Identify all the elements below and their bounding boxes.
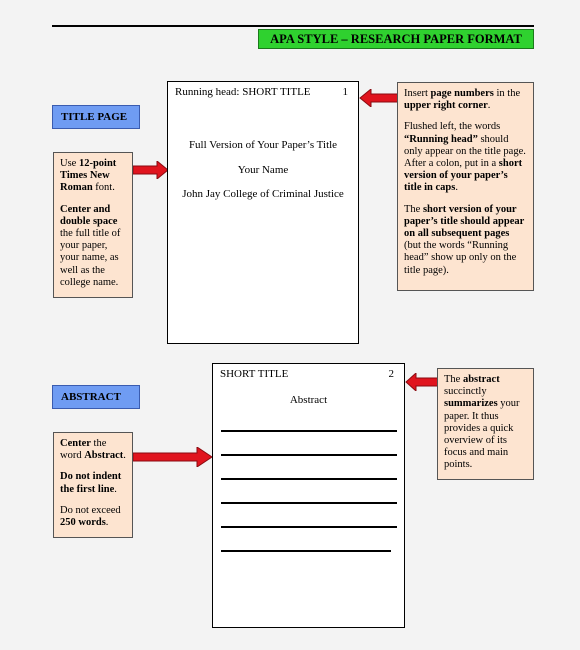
text-line <box>221 454 397 456</box>
text-line <box>221 502 397 504</box>
right-arrow-icon <box>133 161 169 179</box>
text-line <box>221 526 397 528</box>
left-arrow-icon <box>405 373 439 391</box>
full-title-text: Full Version of Your Paper’s Title <box>188 139 338 151</box>
note-paragraph: Center and double space the full title of your paper, your name, as well as the college name. <box>60 203 121 288</box>
note-paragraph: Use 12-point Times New Roman font. <box>60 158 117 194</box>
page-header-banner: APA STYLE – RESEARCH PAPER FORMAT <box>258 29 534 49</box>
note-paragraph: Do not exceed 250 words. <box>60 504 121 529</box>
title-page-sample <box>167 81 359 344</box>
text-line <box>221 430 397 432</box>
note-paragraph: Do not indent the first line. <box>60 471 122 495</box>
note-paragraph: Center the word Abstract. <box>60 438 126 462</box>
note-paragraph: Flushed left, the words “Running head” should only appear on the title page. After a colon, put in a short version of your paper’s title in caps. <box>404 121 526 194</box>
page-number: 2 <box>388 368 394 380</box>
short-title-text: SHORT TITLE <box>220 368 289 380</box>
running-head-instructions-note <box>397 82 534 291</box>
abstract-format-note <box>53 432 133 538</box>
abstract-label: ABSTRACT <box>52 385 140 409</box>
font-instructions-note <box>53 152 133 298</box>
page-number: 1 <box>342 86 348 98</box>
text-line <box>221 550 391 552</box>
right-arrow-icon <box>133 447 213 467</box>
abstract-summary-note <box>437 368 534 480</box>
text-line <box>221 478 397 480</box>
note-paragraph: The short version of your paper’s title should appear on all subsequent pages (but the words “Running head” show up only on the title page). <box>404 203 525 276</box>
note-paragraph: Insert page numbers in the upper right corner. <box>404 88 521 112</box>
institution-text: John Jay College of Criminal Justice <box>182 188 344 200</box>
top-rule <box>52 25 534 27</box>
left-arrow-icon <box>359 89 399 107</box>
note-paragraph: The abstract succinctly summarizes your paper. It thus provides a quick overview of its focus and main points. <box>444 374 520 471</box>
running-head-text: Running head: SHORT TITLE <box>175 86 311 98</box>
abstract-page-sample <box>212 363 405 628</box>
abstract-heading: Abstract <box>289 394 328 406</box>
title-page-label: TITLE PAGE <box>52 105 140 129</box>
author-name-text: Your Name <box>237 164 289 176</box>
